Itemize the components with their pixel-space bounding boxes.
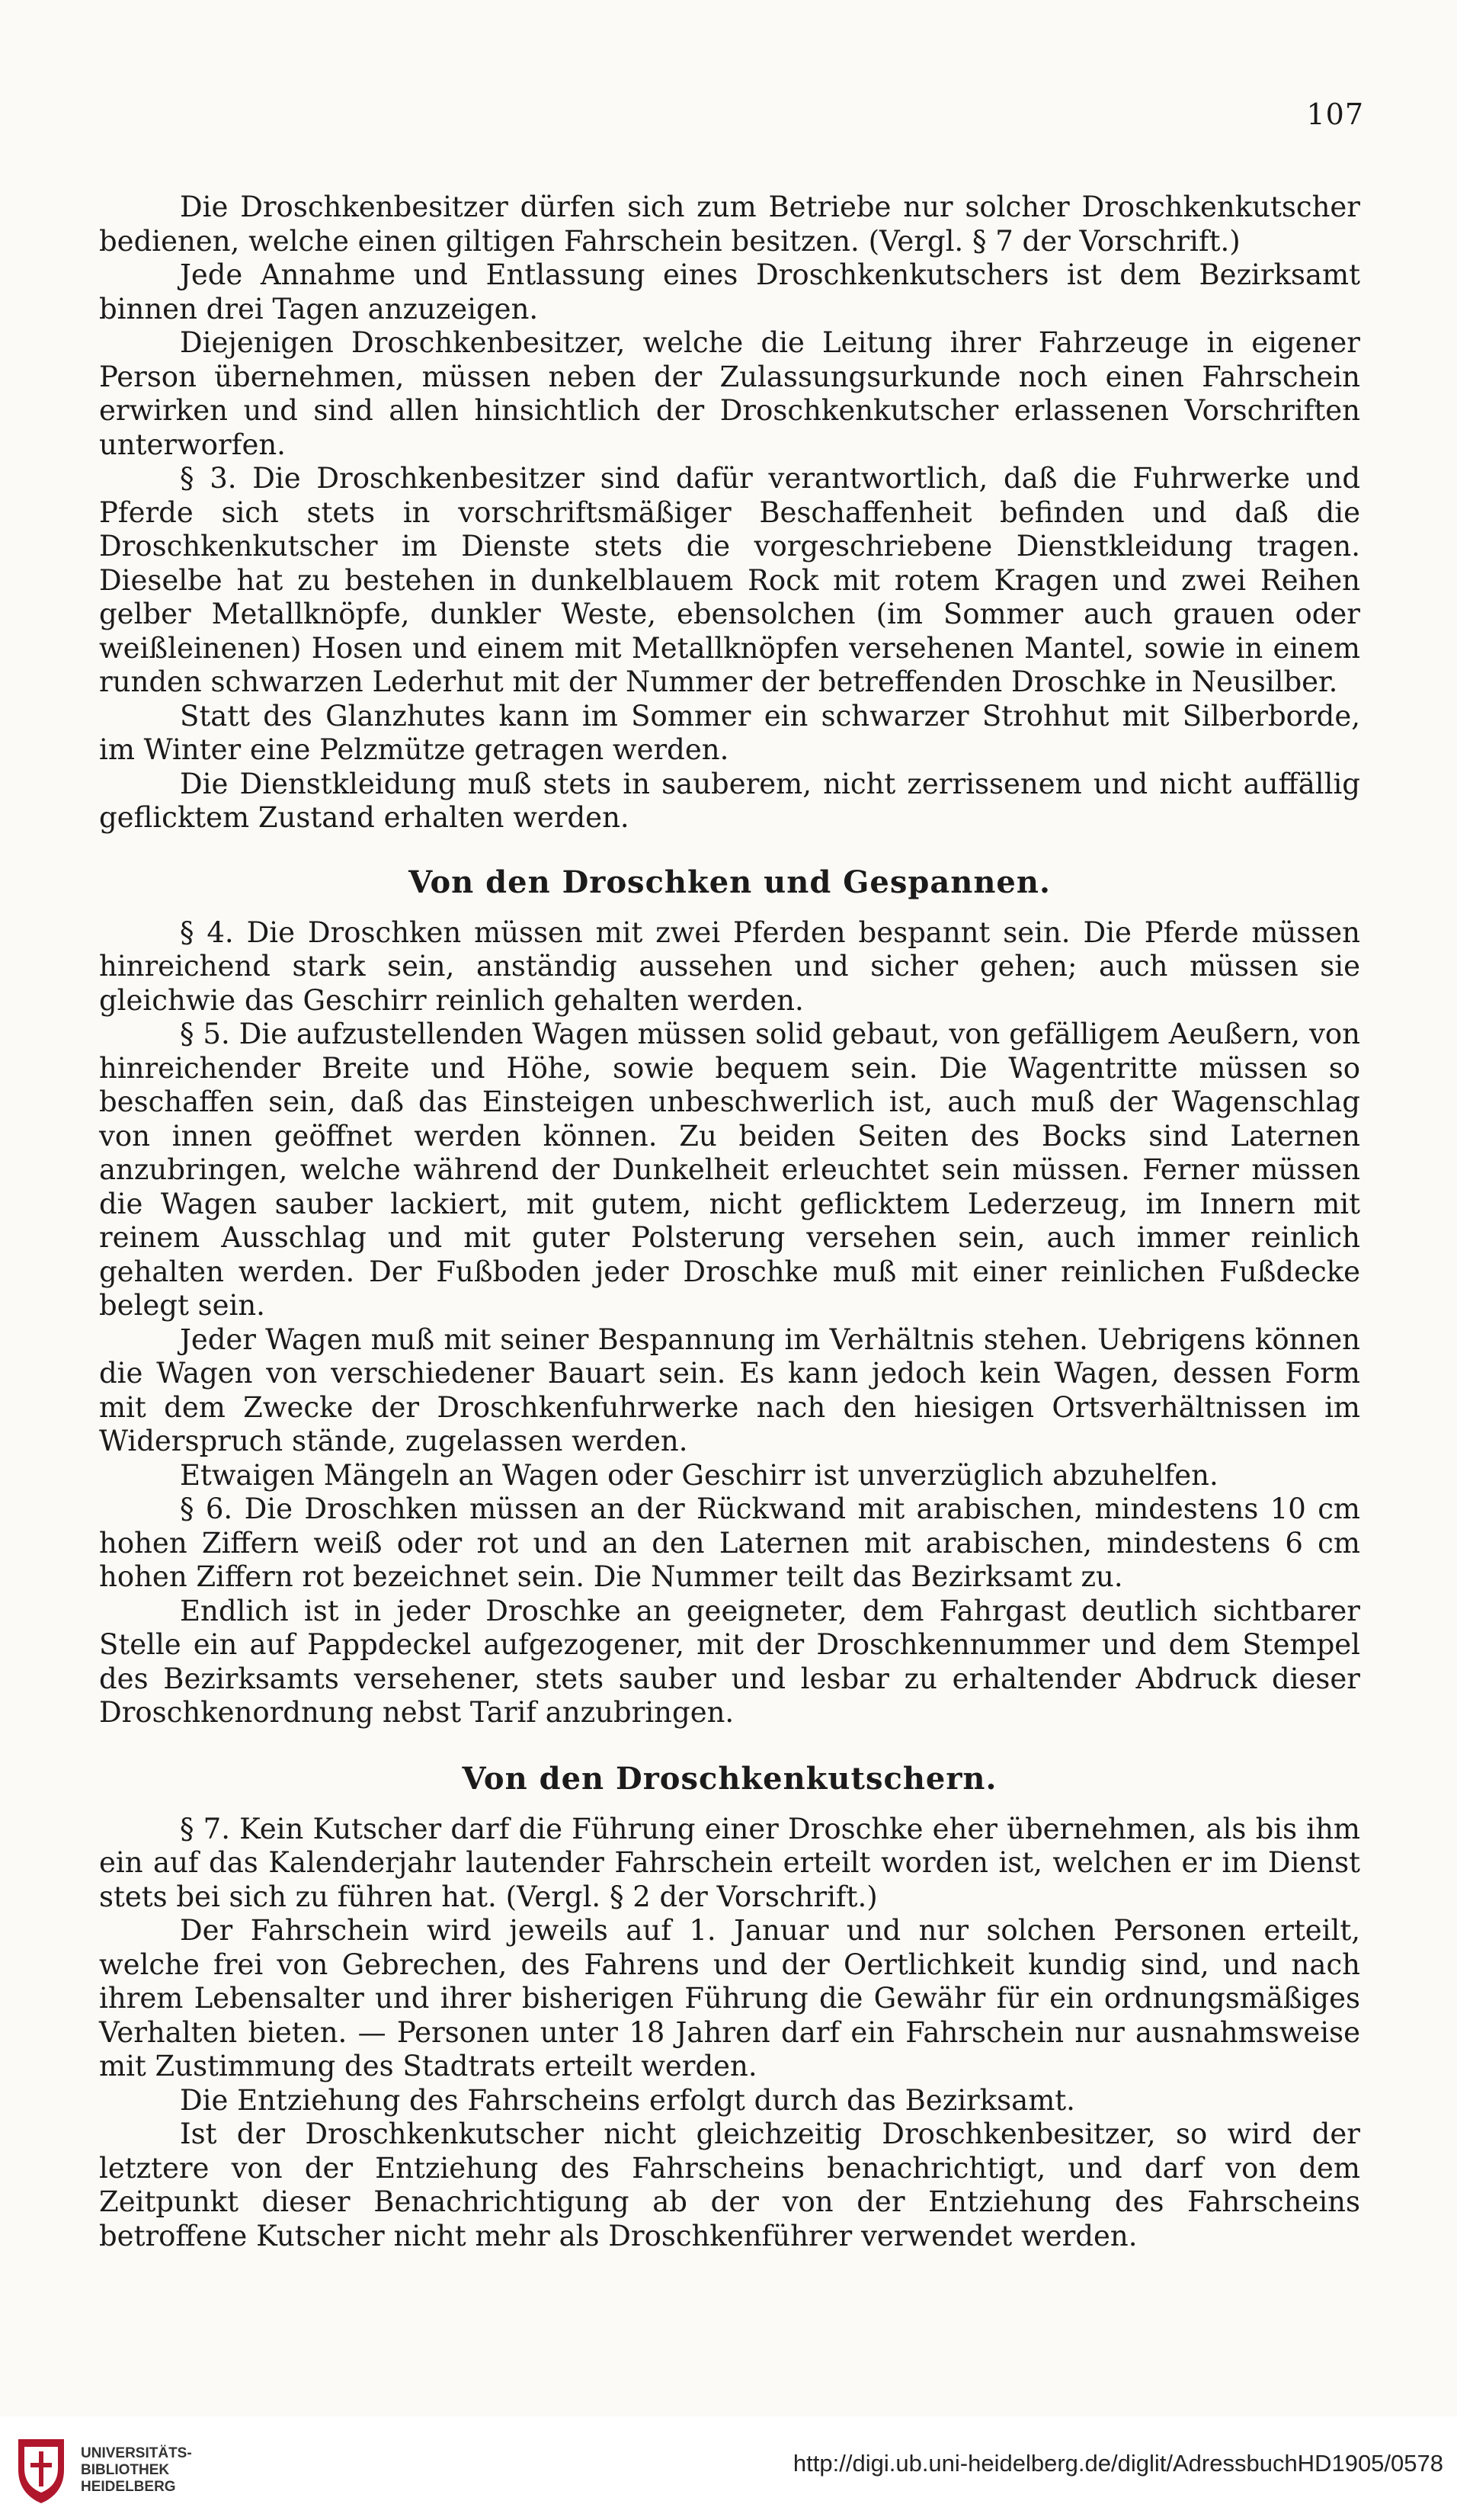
paragraph: Endlich ist in jeder Droschke an geeigneter, dem Fahrgast deutlich sichtbarer Stelle ein auf Pappdeckel aufgezogener, mit der Droschkennummer und dem Stempel des Bezirksamts versehener, stets sauber und lesbar zu erhaltender Abdruck dieser Droschkenordnung nebst Tarif anzubringen. [99,1594,1360,1729]
library-name-line: HEIDELBERG [81,2479,176,2495]
paragraph: Der Fahrschein wird jeweils auf 1. Januar und nur solchen Personen erteilt, welche frei von Gebrechen, des Fahrens und der Oertlichkeit kundig sind, und nach ihrem Lebensalter und ihrer bisherigen Führung die Gewähr für ein ordnungsmäßiges Verhalten bieten. — Personen unter 18 Jahren darf ein Fahrschein nur ausnahmsweise mit Zustimmung des Stadtrats erteilt werden. [99,1914,1360,2082]
page-body [99,191,1360,2253]
section-heading-kutscher: Von den Droschkenkutschern. [462,1760,997,1797]
paragraph: Etwaigen Mängeln an Wagen oder Geschirr ist unverzüglich abzuhelfen. [180,1458,1218,1492]
paragraph: § 7. Kein Kutscher darf die Führung einer Droschke eher übernehmen, als bis ihm ein auf das Kalenderjahr lautender Fahrschein erteilt worden ist, welchen er im Dienst stets bei sich zu führen hat. (Vergl. § 2 der Vorschrift.) [99,1812,1360,1913]
paragraph: Ist der Droschkenkutscher nicht gleichzeitig Droschkenbesitzer, so wird der letztere von der Entziehung des Fahrscheins benachrichtigt, und darf von dem Zeitpunkt dieser Benachrichtigung ab der von der Entziehung des Fahrscheins betroffene Kutscher nicht mehr als Droschkenführer verwendet werden. [99,2118,1360,2252]
paragraph: § 4. Die Droschken müssen mit zwei Pferden bespannt sein. Die Pferde müssen hinreichend stark sein, anständig aussehen und sicher gehen; auch müssen sie gleichwie das Geschirr reinlich gehalten werden. [99,915,1360,1017]
library-name-line: UNIVERSITÄTS- [81,2445,192,2461]
source-url-link[interactable]: http://digi.ub.uni-heidelberg.de/diglit/AdressbuchHD1905/0578 [793,2450,1443,2477]
paragraph: Jede Annahme und Entlassung eines Droschkenkutschers ist dem Bezirksamt binnen drei Tagen anzuzeigen. [99,258,1360,325]
paragraph: § 5. Die aufzustellenden Wagen müssen solid gebaut, von gefälligem Aeußern, von hinreichender Breite und Höhe, sowie bequem sein. Die Wagentritte müssen so beschaffen sein, daß das Einsteigen unbeschwerlich ist, auch muß der Wagenschlag von innen geöffnet werden können. Zu beiden Seiten des Bocks sind Laternen anzubringen, welche während der Dunkelheit erleuchtet sein müssen. Ferner müssen die Wagen sauber lackiert, mit gutem, nicht geflicktem Lederzeug, im Innern mit reinem Ausschlag und mit guter Polsterung versehen sein, auch immer reinlich gehalten werden. Der Fußboden jeder Droschke muß mit einer reinlichen Fußdecke belegt sein. [99,1018,1360,1322]
digitization-footer [0,2416,1457,2520]
paragraph: § 6. Die Droschken müssen an der Rückwand mit arabischen, mindestens 10 cm hohen Ziffern weiß oder rot und an den Laternen mit arabischen, mindestens 6 cm hohen Ziffern rot bezeichnet sein. Die Nummer teilt das Bezirksamt zu. [99,1492,1360,1593]
paragraph: Die Dienstkleidung muß stets in sauberem, nicht zerrissenem und nicht auffällig geflicktem Zustand erhalten werden. [99,767,1360,834]
paragraph: Jeder Wagen muß mit seiner Bespannung im Verhältnis stehen. Uebrigens können die Wagen von verschiedener Bauart sein. Es kann jedoch kein Wagen, dessen Form mit dem Zwecke der Droschkenfuhrwerke nach den hiesigen Ortsverhältnissen im Widerspruch stände, zugelassen werden. [99,1323,1360,1457]
paragraph: § 3. Die Droschkenbesitzer sind dafür verantwortlich, daß die Fuhrwerke und Pferde sich stets in vorschriftsmäßiger Beschaffenheit befinden und daß die Droschkenkutscher im Dienste stets die vorgeschriebene Dienstkleidung tragen. Dieselbe hat zu bestehen in dunkelblauem Rock mit rotem Kragen und zwei Reihen gelber Metallknöpfe, dunkler Weste, ebensolchen (im Sommer auch grauen oder weißleinenen) Hosen und einem mit Metallknöpfen versehenen Mantel, sowie in einem runden schwarzen Lederhut mit der Nummer der betreffenden Droschke in Neusilber. [99,462,1360,698]
paragraph: Statt des Glanzhutes kann im Sommer ein schwarzer Strohhut mit Silberborde, im Winter eine Pelzmütze getragen werden. [99,699,1360,766]
page-number: 107 [1306,98,1364,131]
library-logo[interactable] [14,2432,265,2508]
section-heading-droschken: Von den Droschken und Gespannen. [408,864,1051,900]
university-seal-icon [14,2435,69,2505]
library-name-line: BIBLIOTHEK [81,2462,170,2478]
library-name [81,2445,192,2496]
paragraph: Die Entziehung des Fahrscheins erfolgt durch das Bezirksamt. [180,2083,1075,2117]
paragraph: Die Droschkenbesitzer dürfen sich zum Betriebe nur solcher Droschkenkutscher bedienen, welche einen giltigen Fahrschein besitzen. (Vergl. § 7 der Vorschrift.) [99,191,1360,258]
paragraph: Diejenigen Droschkenbesitzer, welche die Leitung ihrer Fahrzeuge in eigener Person übernehmen, müssen neben der Zulassungsurkunde noch einen Fahrschein erwirken und sind allen hinsichtlich der Droschkenkutscher erlassenen Vorschriften unterworfen. [99,326,1360,461]
